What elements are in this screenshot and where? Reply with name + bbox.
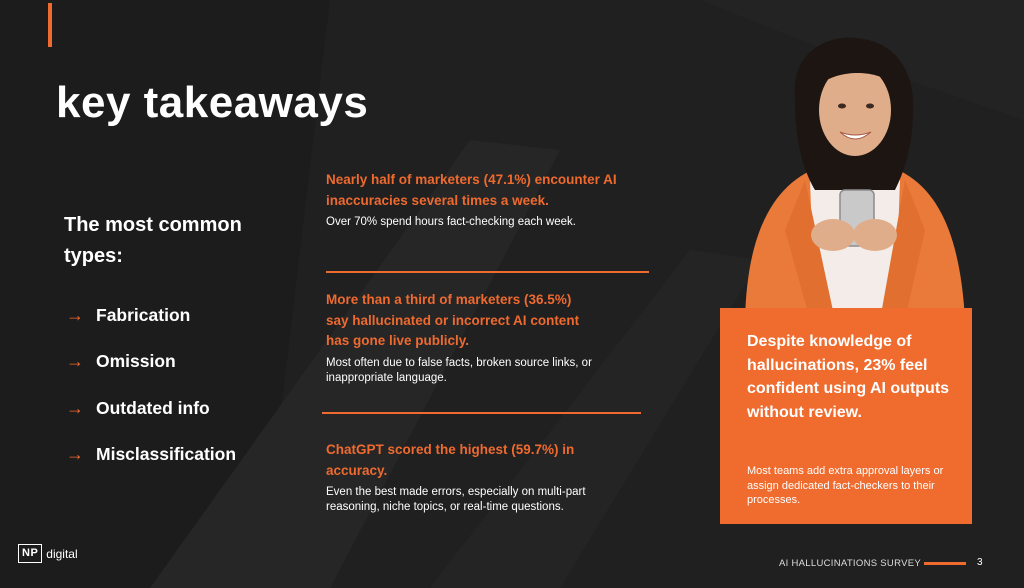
callout-box [720, 308, 972, 524]
list-item-label: Misclassification [96, 444, 237, 465]
stat-block-accuracy [326, 440, 656, 515]
callout-body: Most teams add extra approval layers or assign dedicated fact-checkers to their processes. [747, 465, 944, 506]
list-item [66, 339, 236, 386]
arrow-right-icon: → [66, 304, 84, 325]
divider [322, 412, 641, 414]
list-item-label: Fabrication [96, 304, 191, 325]
logo-box: NP [18, 544, 42, 563]
stat-body: Even the best made errors, especially on multi-part reasoning, niche topics, or real-time questions. [326, 486, 586, 513]
stat-body: Most often due to false facts, broken source links, or inappropriate language. [326, 356, 592, 384]
stat-headline: More than a third of marketers (36.5%) say hallucinated or incorrect AI content has gone live publicly. [326, 292, 580, 348]
list-item [66, 292, 236, 339]
list-item-label: Outdated info [96, 397, 210, 418]
survey-label: AI HALLUCINATIONS SURVEY [779, 558, 921, 569]
arrow-right-icon: → [66, 444, 84, 465]
page-title: key takeaways [56, 78, 369, 127]
accent-bar [48, 3, 52, 47]
woman-with-phone-photo [715, 30, 995, 320]
stat-body: Over 70% spend hours fact-checking each week. [326, 216, 576, 228]
stat-headline: ChatGPT scored the highest (59.7%) in accuracy. [326, 442, 575, 478]
divider [326, 271, 649, 273]
arrow-right-icon: → [66, 397, 84, 418]
list-item-label: Omission [96, 351, 176, 372]
callout-headline: Despite knowledge of hallucinations, 23% feel confident using AI outputs without review. [747, 333, 950, 421]
logo-word: digital [46, 546, 78, 561]
list-item [66, 432, 236, 479]
np-digital-logo [18, 544, 78, 563]
stat-block-frequency [326, 170, 656, 230]
page-number: 3 [977, 557, 983, 568]
stat-block-published [326, 290, 656, 386]
list-item [66, 385, 236, 432]
footer-accent-line [924, 562, 966, 565]
common-types-heading: The most common types: [64, 214, 242, 267]
common-types-list [66, 292, 236, 478]
stat-headline: Nearly half of marketers (47.1%) encounter AI inaccuracies several times a week. [326, 172, 617, 208]
arrow-right-icon: → [66, 351, 84, 372]
